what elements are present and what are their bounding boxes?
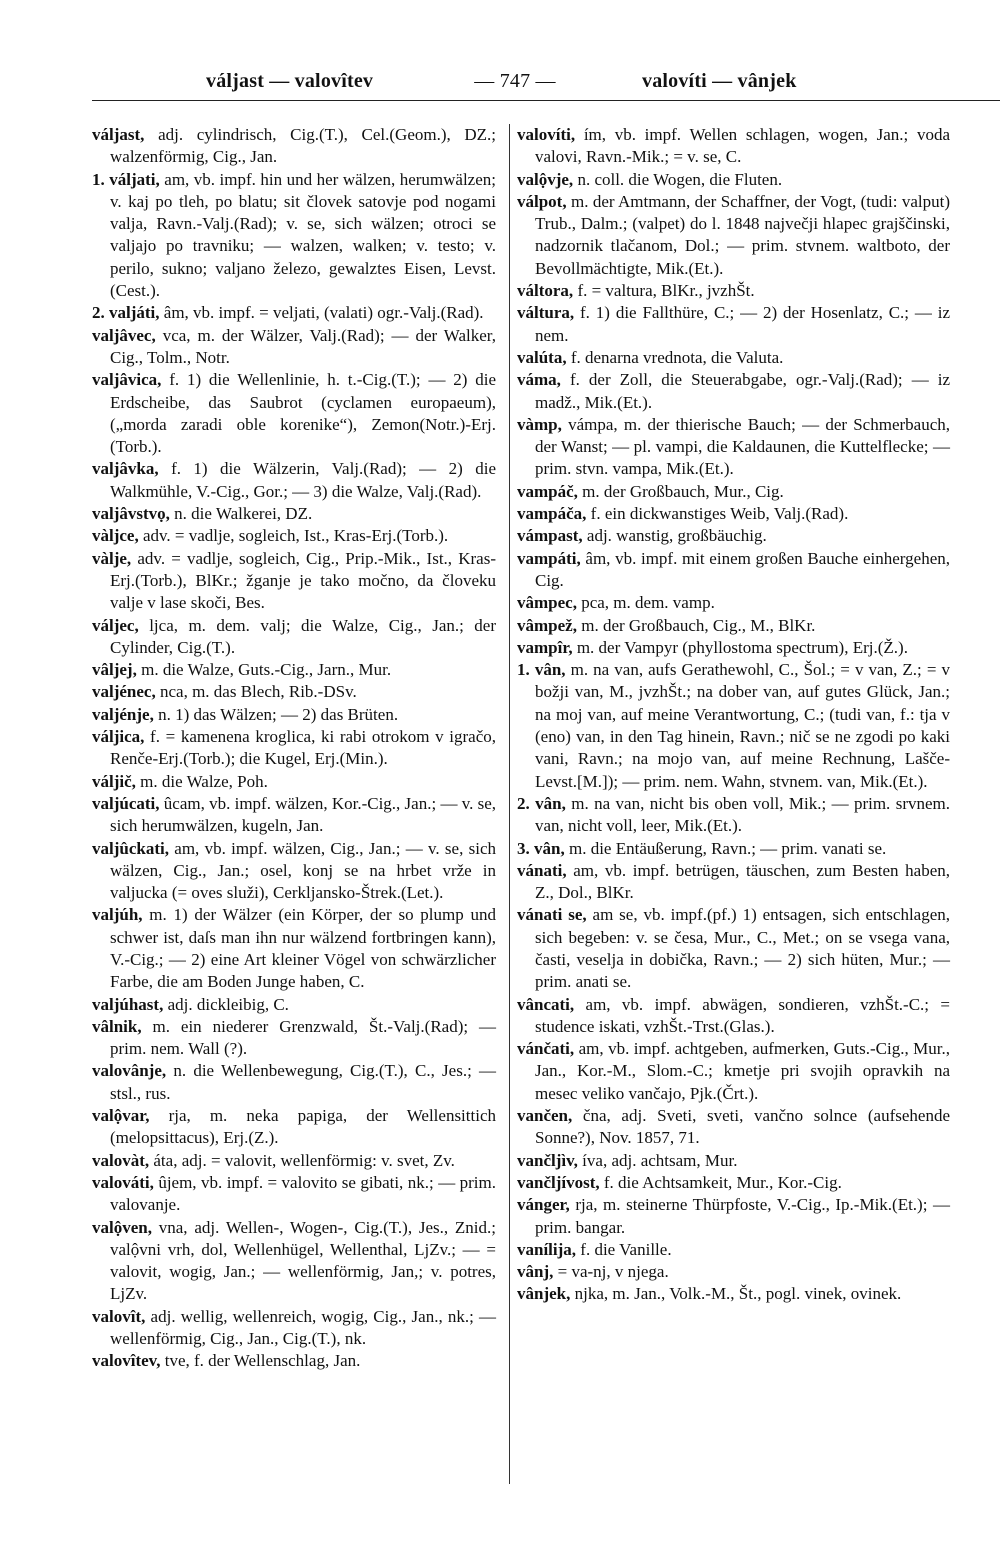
dictionary-entry [517, 169, 950, 191]
dictionary-entry [92, 704, 496, 726]
entry-definition: rja, m. neka papiga, der Wellensittich (melopsittacus), Erj.(Z.). [110, 1106, 497, 1148]
dictionary-entry [517, 904, 950, 993]
entry-definition: vna, adj. Wellen-, Wogen-, Cig.(T.), Jes., Znid.; valộvni vrh, dol, Wellenhügel, Wellenthal, LjZv.; — = valovit, wogig, Jan.; — wellenförmig, Jan,; v. potres, LjZv. [110, 1217, 496, 1304]
entry-headword: valộvar, [92, 1106, 150, 1126]
dictionary-entry [92, 1105, 496, 1150]
entry-headword: váltura, [517, 303, 575, 323]
dictionary-entry [92, 726, 496, 771]
entry-definition: n. coll. die Wogen, die Fluten. [577, 169, 783, 189]
dictionary-entry [517, 124, 950, 169]
entry-headword: vampáč, [517, 481, 578, 501]
entry-headword: valjénje, [92, 704, 154, 724]
entry-definition: pca, m. dem. vamp. [581, 593, 715, 613]
entry-definition: m. der Großbauch, Cig., M., BlKr. [581, 615, 816, 635]
entry-definition: am, vb. impf. wälzen, Cig., Jan.; — v. se, sich wälzen, Cig., Jan.; osel, konj se na hrbet vrže in valjucka (= oves služi), Cerkljansko-Štrek.(Let.). [110, 838, 497, 903]
dictionary-entry [517, 793, 950, 838]
entry-headword: váltora, [517, 281, 574, 301]
right-column [517, 124, 950, 1306]
dictionary-entry [92, 169, 496, 303]
entry-headword: vâmpež, [517, 615, 577, 635]
running-header [0, 66, 1000, 96]
entry-headword: vâncati, [517, 994, 575, 1014]
page-number: — 747 — [474, 70, 556, 92]
entry-definition: íva, adj. achtsam, Mur. [582, 1150, 738, 1170]
entry-definition: = va-nj, v njega. [557, 1262, 669, 1282]
entry-definition: am, vb. impf. betrügen, täuschen, zum Besten haben, Z., Dol., BlKr. [535, 860, 950, 903]
dictionary-entry [92, 1060, 496, 1105]
entry-definition: f. 1) die Wellenlinie, h. t.-Cig.(T.); — 2) die Erdscheibe, das Saubrot (cyclamen europaeum), („morda zaradi oble korenike“), Zemon(Notr.)-Erj.(Torb.). [110, 370, 497, 457]
entry-headword: vampîr, [517, 637, 573, 657]
dictionary-entry [92, 1172, 496, 1217]
entry-definition: f. 1) die Wälzerin, Valj.(Rad); — 2) die Walkmühle, V.-Cig., Gor.; — 3) die Walze, Valj.(Rad). [110, 459, 497, 501]
entry-definition: ûcam, vb. impf. wälzen, Kor.-Cig., Jan.; — v. se, sich herumwälzen, kugeln, Jan. [110, 793, 497, 836]
entry-definition: n. die Walkerei, DZ. [174, 504, 313, 524]
dictionary-entry [517, 994, 950, 1039]
dictionary-entry [92, 994, 496, 1016]
entry-headword: valjâvstvọ, [92, 504, 170, 524]
entry-definition: âm, vb. impf. mit einem großen Bauche einhergehen, Cig. [535, 548, 950, 590]
entry-definition: f. = kamenena kroglica, ki rabi otrokom v igračo, Renče-Erj.(Torb.); die Kugel, Erj.(Min.). [110, 727, 496, 769]
entry-headword: vàmp, [517, 414, 562, 434]
dictionary-entry [92, 302, 496, 324]
entry-definition: am, vb. impf. achtgeben, aufmerken, Guts.-Cig., Mur., Jan., Kor.-M., Slom.-C.; kmetje pri svojih opravkih na mesec veliko vančajo, Pjk.(Črt.). [535, 1039, 951, 1103]
entry-definition: ím, vb. impf. Wellen schlagen, wogen, Jan.; voda valovi, Ravn.-Mik.; = v. se, C. [535, 125, 950, 167]
entry-headword: vanílija, [517, 1239, 577, 1259]
entry-definition: m. der Vampyr (phyllostoma spectrum), Erj.(Ž.). [576, 637, 908, 657]
dictionary-entry [92, 838, 496, 905]
entry-headword: váma, [517, 370, 561, 390]
dictionary-entry [517, 347, 950, 369]
dictionary-entry [92, 1217, 496, 1306]
left-column [92, 124, 496, 1373]
dictionary-entry [92, 525, 496, 547]
entry-definition: adj. cylindrisch, Cig.(T.), Cel.(Geom.), DZ.; walzenförmig, Cig., Jan. [110, 125, 497, 167]
entry-headword: vâlnik, [92, 1016, 142, 1036]
dictionary-entry [517, 369, 950, 414]
entry-headword: vánati se, [517, 905, 587, 925]
dictionary-entry [92, 325, 496, 370]
dictionary-entry [517, 302, 950, 347]
entry-definition: njka, m. Jan., Volk.-M., Št., pogl. vinek, ovinek. [574, 1284, 902, 1304]
entry-definition: f. die Vanille. [580, 1239, 672, 1259]
entry-headword: 3. vân, [517, 838, 565, 858]
entry-headword: vánčati, [517, 1039, 575, 1059]
entry-definition: rja, m. steinerne Thürpfoste, V.-Cig., Ip.-Mik.(Et.); — prim. bangar. [535, 1195, 950, 1237]
entry-definition: f. = valtura, BlKr., jvzhŠt. [577, 281, 755, 301]
dictionary-entry [517, 1239, 950, 1261]
entry-definition: čna, adj. Sveti, sveti, vančno solnce (aufsehende Sonne?), Nov. 1857, 71. [535, 1106, 950, 1148]
entry-definition: vca, m. der Wälzer, Valj.(Rad); — der Walker, Cig., Tolm., Notr. [110, 325, 497, 367]
dictionary-entry [92, 1016, 496, 1061]
dictionary-entry [517, 1105, 950, 1150]
entry-definition: áta, adj. = valovit, wellenförmig: v. svet, Zv. [153, 1150, 455, 1170]
dictionary-entry [517, 191, 950, 280]
dictionary-entry [517, 592, 950, 614]
entry-definition: am, vb. impf. hin und her wälzen, herumwälzen; v. kaj po tleh, po blatu; sit človek satovje pod nogami valja, Ravn.-Valj.(Rad); v. se, sich wälzen; otroci se valjajo po travniku; — walzen, walken; v. testo; v. perilo, sukno; valjano železo, gewalztes Eisen, Levst.(Cest.). [110, 169, 497, 301]
entry-definition: âm, vb. impf. = veljati, (valati) ogr.-Valj.(Rad). [163, 303, 484, 323]
entry-headword: vampáti, [517, 548, 581, 568]
entry-headword: vánger, [517, 1195, 570, 1215]
entry-definition: tve, f. der Wellenschlag, Jan. [164, 1351, 361, 1371]
entry-definition: m. die Entäußerung, Ravn.; — prim. vanati se. [568, 838, 887, 858]
entry-headword: vâljej, [92, 660, 137, 680]
dictionary-entry [517, 1038, 950, 1105]
dictionary-entry [517, 860, 950, 905]
entry-definition: am, vb. impf. abwägen, sondieren, vzhŠt.-C.; = studence iskati, vzhŠt.-Trst.(Glas.). [535, 994, 950, 1036]
entry-headword: valjúhast, [92, 994, 164, 1014]
dictionary-entry [517, 838, 950, 860]
entry-headword: valovàt, [92, 1150, 150, 1170]
entry-definition: f. 1) die Fallthüre, C.; — 2) der Hosenlatz, C.; — iz nem. [535, 303, 951, 345]
entry-headword: valovît, [92, 1306, 146, 1326]
entry-headword: vàlje, [92, 548, 132, 568]
entry-definition: m. na van, aufs Gerathewohl, C., Šol.; = v van, Z.; = v božji van, M., jvzhŠt.; na dober van, auf gutes Glück, Jan.; na moj van, auf meine Verantwortung, C.; (tudi van, f.: tja v (eno) van, in den Tag hinein, Ravn.; nič se ne zgodi po kaki vani, Ravn.; na mojo van, auf meine Rechnung, Lašče-Levst.[M.]); — prim. nem. Wahn, stvnem. van, Mik.(Et.). [535, 660, 950, 791]
dictionary-entry [92, 771, 496, 793]
entry-definition: m. der Amtmann, der Schaffner, der Vogt, (tudi: valput) Trub., Dalm.; (valpet) do l. 1848 največji hlapec grajščinski, nadzornik tlačanom, Dol.; — prim. stvnem. waltboto, der Bevollmächtigte, Mik.(Et.). [535, 191, 951, 278]
dictionary-entry [517, 1150, 950, 1172]
entry-headword: 1. vân, [517, 660, 566, 680]
entry-headword: valjâvka, [92, 459, 159, 479]
dictionary-entry [92, 659, 496, 681]
entry-definition: ûjem, vb. impf. = valovito se gibati, nk.; — prim. valovanje. [110, 1172, 496, 1215]
entry-headword: valovîtev, [92, 1351, 161, 1371]
entry-definition: m. na van, nicht bis oben voll, Mik.; — prim. srvnem. van, nicht voll, leer, Mik.(Et.). [535, 793, 950, 836]
entry-headword: váljič, [92, 771, 136, 791]
entry-definition: adv. = vadlje, sogleich, Cig., Prip.-Mik., Ist., Kras-Erj.(Torb.), BlKr.; žganje je tako močno, da človeku valje v lase skoči, Bes. [110, 548, 496, 613]
entry-definition: f. ein dickwanstiges Weib, Valj.(Rad). [590, 504, 849, 524]
entry-definition: m. ein niederer Grenzwald, Št.-Valj.(Rad); — prim. nem. Wall (?). [110, 1016, 497, 1059]
entry-definition: nca, m. das Blech, Rib.-DSv. [159, 682, 357, 702]
dictionary-entry [517, 637, 950, 659]
entry-headword: váljica, [92, 727, 145, 747]
entry-definition: m. die Walze, Poh. [140, 771, 268, 791]
dictionary-entry [517, 1194, 950, 1239]
entry-headword: vámpast, [517, 526, 583, 546]
entry-headword: valộven, [92, 1217, 152, 1237]
entry-headword: válpot, [517, 191, 567, 211]
entry-definition: n. die Wellenbewegung, Cig.(T.), C., Jes.; — stsl., rus. [110, 1061, 497, 1103]
dictionary-entry [517, 659, 950, 793]
entry-definition: ljca, m. dem. valj; die Walze, Cig., Jan.; der Cylinder, Cig.(T.). [110, 615, 497, 657]
dictionary-entry [517, 1172, 950, 1194]
entry-headword: vančljìv, [517, 1150, 578, 1170]
entry-headword: vampáča, [517, 504, 587, 524]
dictionary-entry [92, 615, 496, 660]
entry-definition: n. 1) das Wälzen; — 2) das Brüten. [158, 704, 399, 724]
dictionary-entry [92, 904, 496, 993]
entry-definition: adj. wellig, wellenreich, wogig, Cig., Jan., nk.; — wellenförmig, Cig., Jan., Cig.(T.), nk. [110, 1306, 497, 1349]
entry-headword: 1. váljati, [92, 169, 160, 189]
entry-headword: váljec, [92, 615, 139, 635]
dictionary-entry [92, 503, 496, 525]
dictionary-entry [92, 369, 496, 458]
header-right-guide-words: valovíti — vânjek [642, 70, 797, 92]
entry-headword: vančen, [517, 1106, 573, 1126]
entry-headword: vánati, [517, 860, 567, 880]
entry-headword: vânj, [517, 1262, 554, 1282]
dictionary-entry [517, 615, 950, 637]
entry-headword: valjâvec, [92, 325, 156, 345]
entry-headword: valộvje, [517, 169, 574, 189]
entry-headword: vânjek, [517, 1284, 571, 1304]
dictionary-entry [517, 1283, 950, 1305]
dictionary-entry [517, 503, 950, 525]
entry-headword: valjénec, [92, 682, 156, 702]
entry-definition: f. denarna vrednota, die Valuta. [570, 347, 784, 367]
entry-headword: vàljce, [92, 526, 139, 546]
dictionary-entry [517, 1261, 950, 1283]
entry-definition: m. 1) der Wälzer (ein Körper, der so plump und schwer ist, daſs man ihn nur wälzend fortbringen kann), V.-Cig.; — 2) eine Art kleiner Vögel von schwärzlicher Farbe, die am Boden Junge haben, C. [110, 905, 497, 992]
entry-definition: m. die Walze, Guts.-Cig., Jarn., Mur. [141, 660, 392, 680]
dictionary-entry [92, 548, 496, 615]
entry-headword: váljast, [92, 125, 145, 144]
entry-definition: f. die Achtsamkeit, Mur., Kor.-Cig. [603, 1172, 842, 1192]
entry-definition: f. der Zoll, die Steuerabgabe, ogr.-Valj.(Rad); — iz madž., Mik.(Et.). [535, 370, 951, 412]
entry-headword: valjûckati, [92, 838, 169, 858]
entry-definition: vámpa, m. der thierische Bauch; — der Schmerbauch, der Wanst; — pl. vampi, die Kaldaunen, die Kuttelflecke; — prim. stvn. vampa, Mik.(Et.). [535, 414, 950, 479]
dictionary-entry [517, 481, 950, 503]
dictionary-entry [517, 414, 950, 481]
column-divider [509, 124, 510, 1484]
entry-headword: valovíti, [517, 125, 576, 144]
entry-definition: m. der Großbauch, Mur., Cig. [582, 481, 784, 501]
entry-definition: am se, vb. impf.(pf.) 1) entsagen, sich entschlagen, sich begeben: v. se česa, Mur., C., Met.; on se vsega vana, časti, veselja in dobička, Ravn.; — 2) sich hüten, Mur.; — prim. anati se. [535, 905, 951, 992]
entry-headword: vâmpec, [517, 593, 577, 613]
dictionary-entry [92, 1306, 496, 1351]
dictionary-entry [92, 458, 496, 503]
entry-definition: adv. = vadlje, sogleich, Ist., Kras-Erj.(Torb.). [142, 526, 449, 546]
dictionary-entry [517, 525, 950, 547]
dictionary-entry [517, 548, 950, 593]
dictionary-entry [92, 1350, 496, 1372]
dictionary-entry [92, 124, 496, 169]
entry-headword: vančljívost, [517, 1172, 600, 1192]
dictionary-entry [92, 681, 496, 703]
entry-headword: valovânje, [92, 1061, 167, 1081]
dictionary-entry [92, 793, 496, 838]
dictionary-entry [517, 280, 950, 302]
header-rule [92, 100, 1000, 101]
entry-headword: valúta, [517, 347, 567, 367]
entry-headword: valjúcati, [92, 793, 160, 813]
entry-headword: valjâvica, [92, 370, 162, 390]
dictionary-entry [92, 1150, 496, 1172]
entry-headword: 2. valjáti, [92, 303, 160, 323]
entry-headword: 2. vân, [517, 793, 566, 813]
header-left-guide-words: váljast — valovîtev [206, 70, 374, 92]
entry-headword: valováti, [92, 1172, 154, 1192]
entry-headword: valjúh, [92, 905, 143, 925]
entry-definition: adj. dickleibig, C. [167, 994, 289, 1014]
entry-definition: adj. wanstig, großbäuchig. [586, 526, 767, 546]
